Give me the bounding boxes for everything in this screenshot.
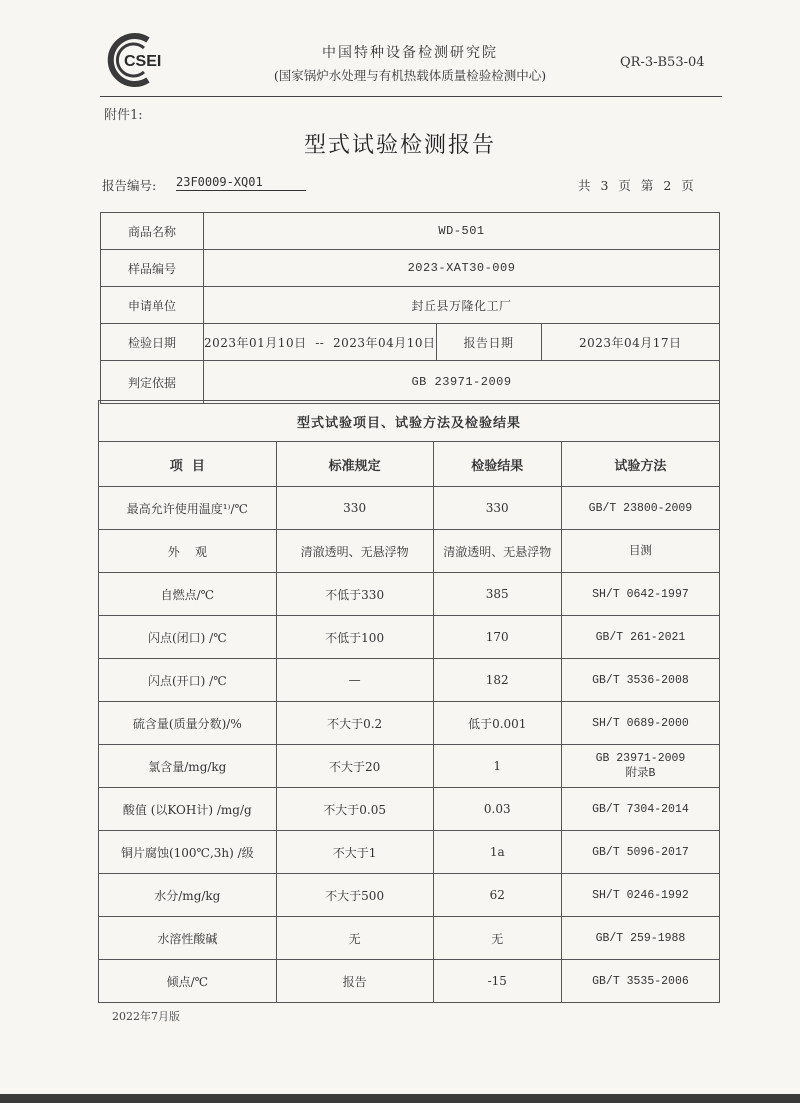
method-cell — [561, 530, 719, 573]
item-cell: 闪点(开口) /℃ — [99, 659, 277, 702]
method-text: GB/T 259-1988 — [595, 931, 686, 945]
product-name-label: 商品名称 — [101, 213, 204, 250]
organization-block — [190, 42, 630, 84]
table-row — [99, 831, 720, 874]
standard-cell: 不低于330 — [276, 573, 433, 616]
item-cell: 酸值 (以KOH计) /mg/g — [99, 788, 277, 831]
standard-cell: 清澈透明、无悬浮物 — [276, 530, 433, 573]
result-cell: 无 — [433, 917, 561, 960]
table-row — [99, 487, 720, 530]
version-footer: 2022年7月版 — [112, 1010, 180, 1023]
method-cell — [561, 659, 719, 702]
info-row-basis — [101, 361, 720, 404]
method-cell — [561, 874, 719, 917]
item-cell: 水溶性酸碱 — [99, 917, 277, 960]
method-cell — [561, 702, 719, 745]
standard-cell: 不大于0.2 — [276, 702, 433, 745]
standard-cell: 不大于20 — [276, 745, 433, 788]
test-date: 2023年01月10日 -- 2023年04月10日 — [204, 324, 437, 361]
standard-cell: 不大于0.05 — [276, 788, 433, 831]
table-row — [99, 659, 720, 702]
method-appendix-text: 附录B — [625, 767, 656, 780]
result-cell: 0.03 — [433, 788, 561, 831]
method-text: GB/T 261-2021 — [595, 630, 686, 644]
method-text: SH/T 0689-2000 — [592, 716, 689, 730]
info-row-product — [101, 213, 720, 250]
result-cell: 385 — [433, 573, 561, 616]
method-text: GB/T 3535-2006 — [592, 974, 689, 988]
section-title: 型式试验项目、试验方法及检验结果 — [99, 401, 720, 442]
standard-cell: 不大于500 — [276, 874, 433, 917]
results-table — [98, 400, 720, 1003]
sample-number-label: 样品编号 — [101, 250, 204, 287]
column-header-result: 检验结果 — [433, 442, 561, 487]
results-body — [99, 487, 720, 1003]
item-cell: 水分/mg/kg — [99, 874, 277, 917]
result-cell: -15 — [433, 960, 561, 1003]
method-text: GB 23971-2009 — [595, 752, 686, 765]
result-cell: 330 — [433, 487, 561, 530]
method-text: 目测 — [628, 544, 652, 558]
table-row — [99, 702, 720, 745]
method-cell — [561, 831, 719, 874]
test-date-label: 检验日期 — [101, 324, 204, 361]
standard-cell: 不低于100 — [276, 616, 433, 659]
method-text: GB/T 5096-2017 — [592, 845, 689, 859]
basis-label: 判定依据 — [101, 361, 204, 404]
item-cell: 闪点(闭口) /℃ — [99, 616, 277, 659]
method-cell — [561, 487, 719, 530]
standard-cell: 无 — [276, 917, 433, 960]
applicant-label: 申请单位 — [101, 287, 204, 324]
method-text: SH/T 0246-1992 — [592, 888, 689, 902]
item-cell: 最高允许使用温度¹⁾/℃ — [99, 487, 277, 530]
basis: GB 23971-2009 — [204, 361, 720, 404]
product-name: WD-501 — [204, 213, 720, 250]
sample-number: 2023-XAT30-009 — [204, 250, 720, 287]
organization-subtitle: (国家锅炉水处理与有机热载体质量检验检测中心) — [273, 68, 547, 83]
header-divider — [100, 96, 722, 97]
attachment-label: 附件1: — [104, 108, 143, 123]
standard-cell: — — [276, 659, 433, 702]
table-row — [99, 960, 720, 1003]
result-cell: 170 — [433, 616, 561, 659]
applicant: 封丘县万隆化工厂 — [204, 287, 720, 324]
organization-name: 中国特种设备检测研究院 — [322, 45, 498, 61]
method-text: GB/T 23800-2009 — [588, 501, 693, 515]
report-date: 2023年04月17日 — [541, 324, 719, 361]
method-text: GB/T 7304-2014 — [592, 802, 689, 816]
result-cell: 清澈透明、无悬浮物 — [433, 530, 561, 573]
method-cell — [561, 788, 719, 831]
column-header-item: 项 目 — [99, 442, 277, 487]
table-row — [99, 874, 720, 917]
item-cell: 外 观 — [99, 530, 277, 573]
item-cell: 倾点/℃ — [99, 960, 277, 1003]
info-row-dates — [101, 324, 720, 361]
column-header-method: 试验方法 — [561, 442, 719, 487]
method-text: SH/T 0642-1997 — [592, 587, 689, 601]
result-cell: 62 — [433, 874, 561, 917]
standard-cell: 不大于1 — [276, 831, 433, 874]
item-cell: 硫含量(质量分数)/% — [99, 702, 277, 745]
table-row — [99, 917, 720, 960]
sample-info-table — [100, 212, 720, 404]
result-cell: 182 — [433, 659, 561, 702]
table-row — [99, 573, 720, 616]
logo-text: CSEI — [124, 53, 162, 70]
results-header-row — [99, 442, 720, 487]
result-cell: 低于0.001 — [433, 702, 561, 745]
csei-logo — [104, 32, 176, 88]
method-cell — [561, 573, 719, 616]
result-cell: 1a — [433, 831, 561, 874]
scan-edge — [0, 1094, 800, 1103]
method-text: GB/T 3536-2008 — [592, 673, 689, 687]
method-cell — [561, 616, 719, 659]
report-date-label: 报告日期 — [436, 324, 541, 361]
method-cell — [561, 745, 719, 788]
item-cell: 氯含量/mg/kg — [99, 745, 277, 788]
table-row — [99, 530, 720, 573]
page-count: 共 3 页 第 2 页 — [578, 178, 697, 193]
standard-cell: 330 — [276, 487, 433, 530]
item-cell: 自燃点/℃ — [99, 573, 277, 616]
page-title: 型式试验检测报告 — [303, 133, 496, 158]
table-row — [99, 745, 720, 788]
result-cell: 1 — [433, 745, 561, 788]
table-row — [99, 616, 720, 659]
table-row — [99, 788, 720, 831]
method-cell — [561, 917, 719, 960]
info-row-sample — [101, 250, 720, 287]
item-cell: 铜片腐蚀(100℃,3h) /级 — [99, 831, 277, 874]
report-number: 23F0009-XQ01 — [176, 175, 306, 191]
report-number-label: 报告编号: — [102, 178, 157, 193]
method-cell — [561, 960, 719, 1003]
document-code: QR-3-B53-04 — [620, 55, 705, 70]
results-section-row — [99, 401, 720, 442]
standard-cell: 报告 — [276, 960, 433, 1003]
info-row-applicant — [101, 287, 720, 324]
column-header-standard: 标准规定 — [276, 442, 433, 487]
